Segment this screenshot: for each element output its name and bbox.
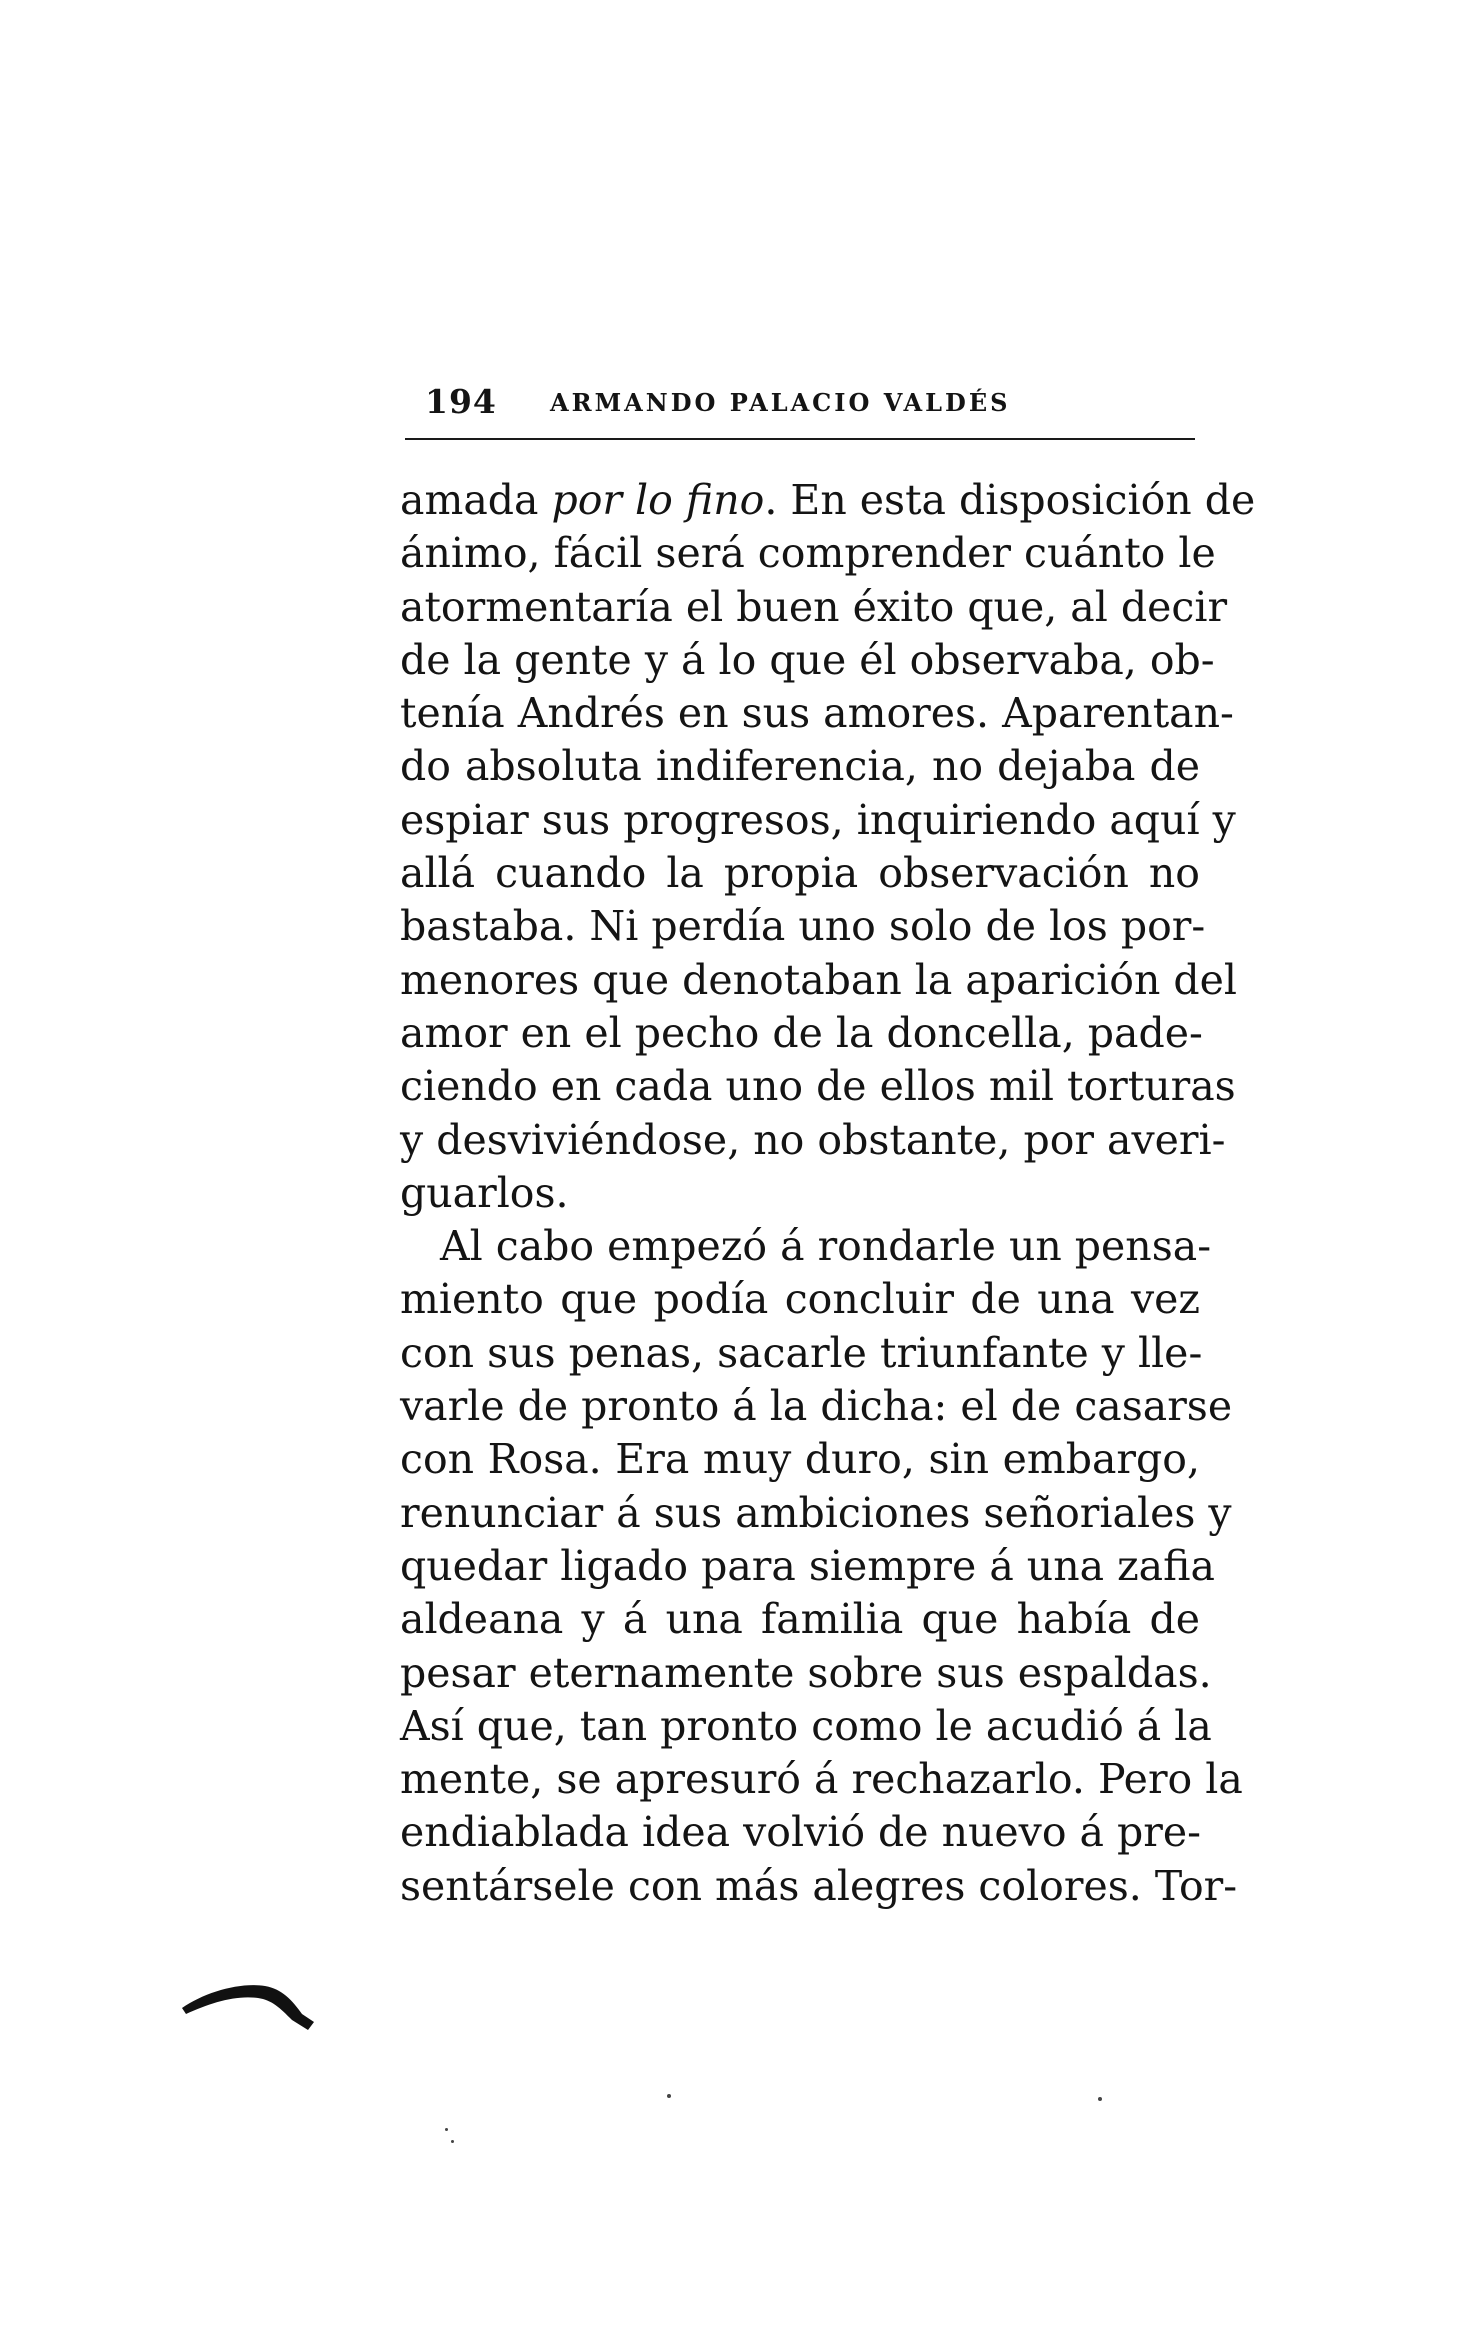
ink-mark-icon — [180, 1970, 330, 2040]
paper-speck — [445, 2128, 448, 2131]
text-line: renunciar á sus ambiciones señoriales y — [400, 1488, 1232, 1537]
text-line: sentársele con más alegres colores. Tor- — [400, 1861, 1238, 1910]
text-line: amor en el pecho de la doncella, pade- — [400, 1008, 1203, 1057]
text-line: guarlos. — [400, 1168, 569, 1217]
text-line: menores que denotaban la aparición del — [400, 955, 1238, 1004]
text-line: Así que, tan pronto como le acudió á la — [400, 1701, 1212, 1750]
text-line: aldeana y á una familia que había de — [400, 1595, 1200, 1644]
text-line: con sus penas, sacarle triunfante y lle- — [400, 1328, 1203, 1377]
text-line: quedar ligado para siempre á una zafia — [400, 1541, 1215, 1590]
text-line: atormentaría el buen éxito que, al decir — [400, 582, 1228, 631]
page-header — [405, 382, 1195, 426]
body-text — [400, 474, 1256, 1913]
text-line: mente, se apresuró á rechazarlo. Pero la — [400, 1755, 1243, 1804]
text-line: varle de pronto á la dicha: el de casarse — [400, 1382, 1233, 1431]
text-line: de la gente y á lo que él observaba, ob- — [400, 635, 1215, 684]
text-line: con Rosa. Era muy duro, sin embargo, — [400, 1435, 1200, 1484]
text-line: miento que podía concluir de una vez — [400, 1275, 1200, 1324]
text-line: tenía Andrés en sus amores. Aparentan- — [400, 689, 1234, 738]
header-rule — [405, 438, 1195, 440]
text-line: amada por lo fino. En esta disposición de — [400, 476, 1256, 524]
text-line: ánimo, fácil será comprender cuánto le — [400, 529, 1216, 578]
text-line: espiar sus progresos, inquiriendo aquí y — [400, 795, 1236, 844]
paragraph-start-line: Al cabo empezó á rondarle un pensa- — [440, 1222, 1212, 1271]
text-line: ciendo en cada uno de ellos mil torturas — [400, 1062, 1236, 1111]
paper-speck — [451, 2140, 454, 2143]
italic-phrase: por lo fino — [551, 476, 765, 524]
text-line: bastaba. Ni perdía uno solo de los por- — [400, 902, 1206, 951]
text-line: pesar eternamente sobre sus espaldas. — [400, 1648, 1212, 1697]
paper-speck — [667, 2094, 671, 2098]
page-number: 194 — [425, 382, 497, 421]
running-head: ARMANDO PALACIO VALDÉS — [550, 388, 1011, 417]
text-line: y desviviéndose, no obstante, por averi- — [400, 1115, 1226, 1164]
text-line: allá cuando la propia observación no — [400, 849, 1200, 898]
text-line: endiablada idea volvió de nuevo á pre- — [400, 1808, 1201, 1857]
paper-speck — [1098, 2097, 1102, 2101]
text-line: do absoluta indiferencia, no dejaba de — [400, 742, 1200, 791]
